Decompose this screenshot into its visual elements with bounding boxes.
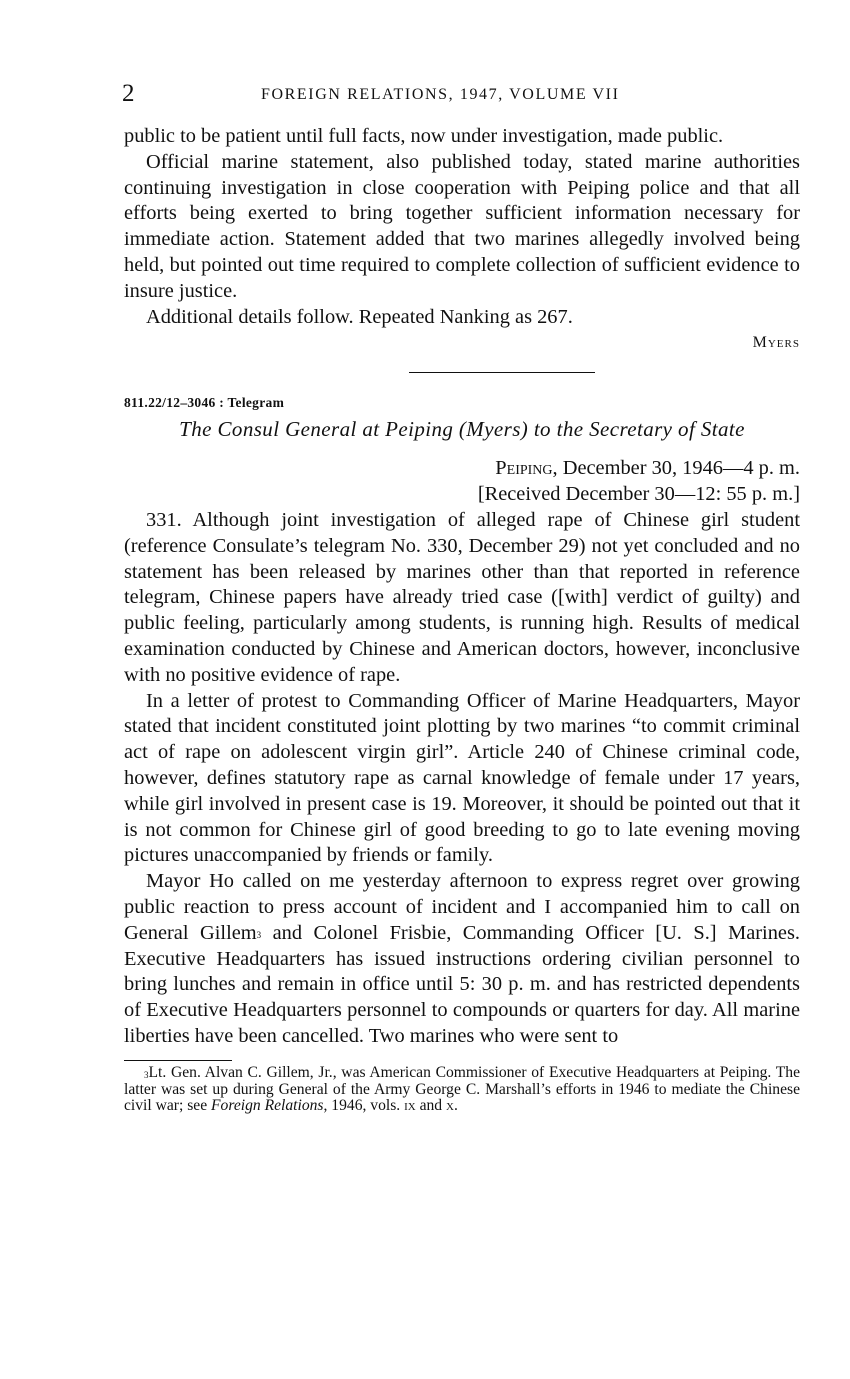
- running-title: FOREIGN RELATIONS, 1947, VOLUME VII: [261, 86, 620, 103]
- running-head: [124, 78, 800, 108]
- footnote-text: and: [415, 1097, 446, 1115]
- footnote-title: Foreign Relations: [211, 1097, 324, 1115]
- dateline: [124, 456, 800, 508]
- section-divider: [409, 372, 595, 373]
- telegram-paragraph: [124, 869, 800, 1050]
- received-line: [Received December 30—12: 55 p. m.]: [477, 483, 800, 506]
- footnote-number: 3: [144, 1069, 149, 1080]
- continuation-paragraph: public to be patient until full facts, now under investigation, made public.: [124, 125, 724, 147]
- footnote-text: , 1946, vols.: [323, 1097, 405, 1115]
- file-reference: 811.22/12–3046 : Telegram: [124, 395, 285, 411]
- footnote-marker: 3: [256, 929, 262, 940]
- footnote-divider: [124, 1060, 232, 1061]
- document-page: [124, 78, 800, 1115]
- footnote: [124, 1065, 800, 1115]
- footnote-text: .: [453, 1097, 458, 1115]
- marine-statement-paragraph: Official marine statement, also published today, stated marine authorities continuing investigation in close cooperation with Peiping police and that all efforts being exerted to bring together sufficient information necessary for immediate action. Statement added that two marines allegedly involved being held, but pointed out time required to complete collection of sufficient evidence to insure justice.: [124, 150, 800, 302]
- footnote-text: Lt. Gen. Alvan C. Gillem, Jr., was American Commissioner of Executive Headquarters at Peiping. The latter was set up during General of the Army George C. Marshall’s efforts in 1946 to mediate the Chinese civil war; see: [124, 1063, 800, 1115]
- document-title: The Consul General at Peiping (Myers) to the Secretary of State: [179, 417, 745, 442]
- telegram-paragraph: 331. Although joint investigation of alleged rape of Chinese girl student (reference Consulate’s telegram No. 330, December 29) not yet concluded and no statement has been released by marines other than that reported in reference telegram, Chinese papers have already tried case ([with] verdict of guilty) and public feeling, particularly among students, is running high. Results of medical examination conducted by Chinese and American doctors, however, inconclusive with no positive evidence of rape.: [124, 508, 800, 686]
- dateline-place: Peiping: [495, 457, 553, 480]
- volume-number: ix: [404, 1097, 416, 1115]
- dateline-date: , December 30, 1946—4 p. m.: [552, 457, 800, 480]
- paragraph-text: Mayor Ho called on me yesterday afternoon to express regret over growing public reaction to press account of incident and I accompanied him to call on General Gillem: [124, 870, 800, 944]
- volume-number: x: [446, 1097, 454, 1115]
- telegram-paragraph: In a letter of protest to Commanding Officer of Marine Headquarters, Mayor stated that incident constituted joint plotting by two marines “to commit criminal act of rape on adolescent virgin girl”. Article 240 of Chinese criminal code, however, defines statutory rape as carnal knowledge of female under 17 years, while girl involved in present case is 19. Moreover, it should be pointed out that it is not common for Chinese girl of good breeding to go to late evening moving pictures unaccompanied by friends or family.: [124, 689, 800, 867]
- additional-details-paragraph: Additional details follow. Repeated Nanking as 267.: [146, 305, 573, 328]
- paragraph-text: and Colonel Frisbie, Commanding Officer [U. S.] Marines. Executive Headquarters has issued instructions ordering civilian personnel to bring lunches and remain in office until 5: 30 p. m. and has restricted dependents of Executive Headquarters personnel to compounds or quarters for day. All marine liberties have been cancelled. Two marines who were sent to: [124, 921, 800, 1047]
- signature: Myers: [752, 334, 800, 352]
- page-number: 2: [122, 80, 135, 107]
